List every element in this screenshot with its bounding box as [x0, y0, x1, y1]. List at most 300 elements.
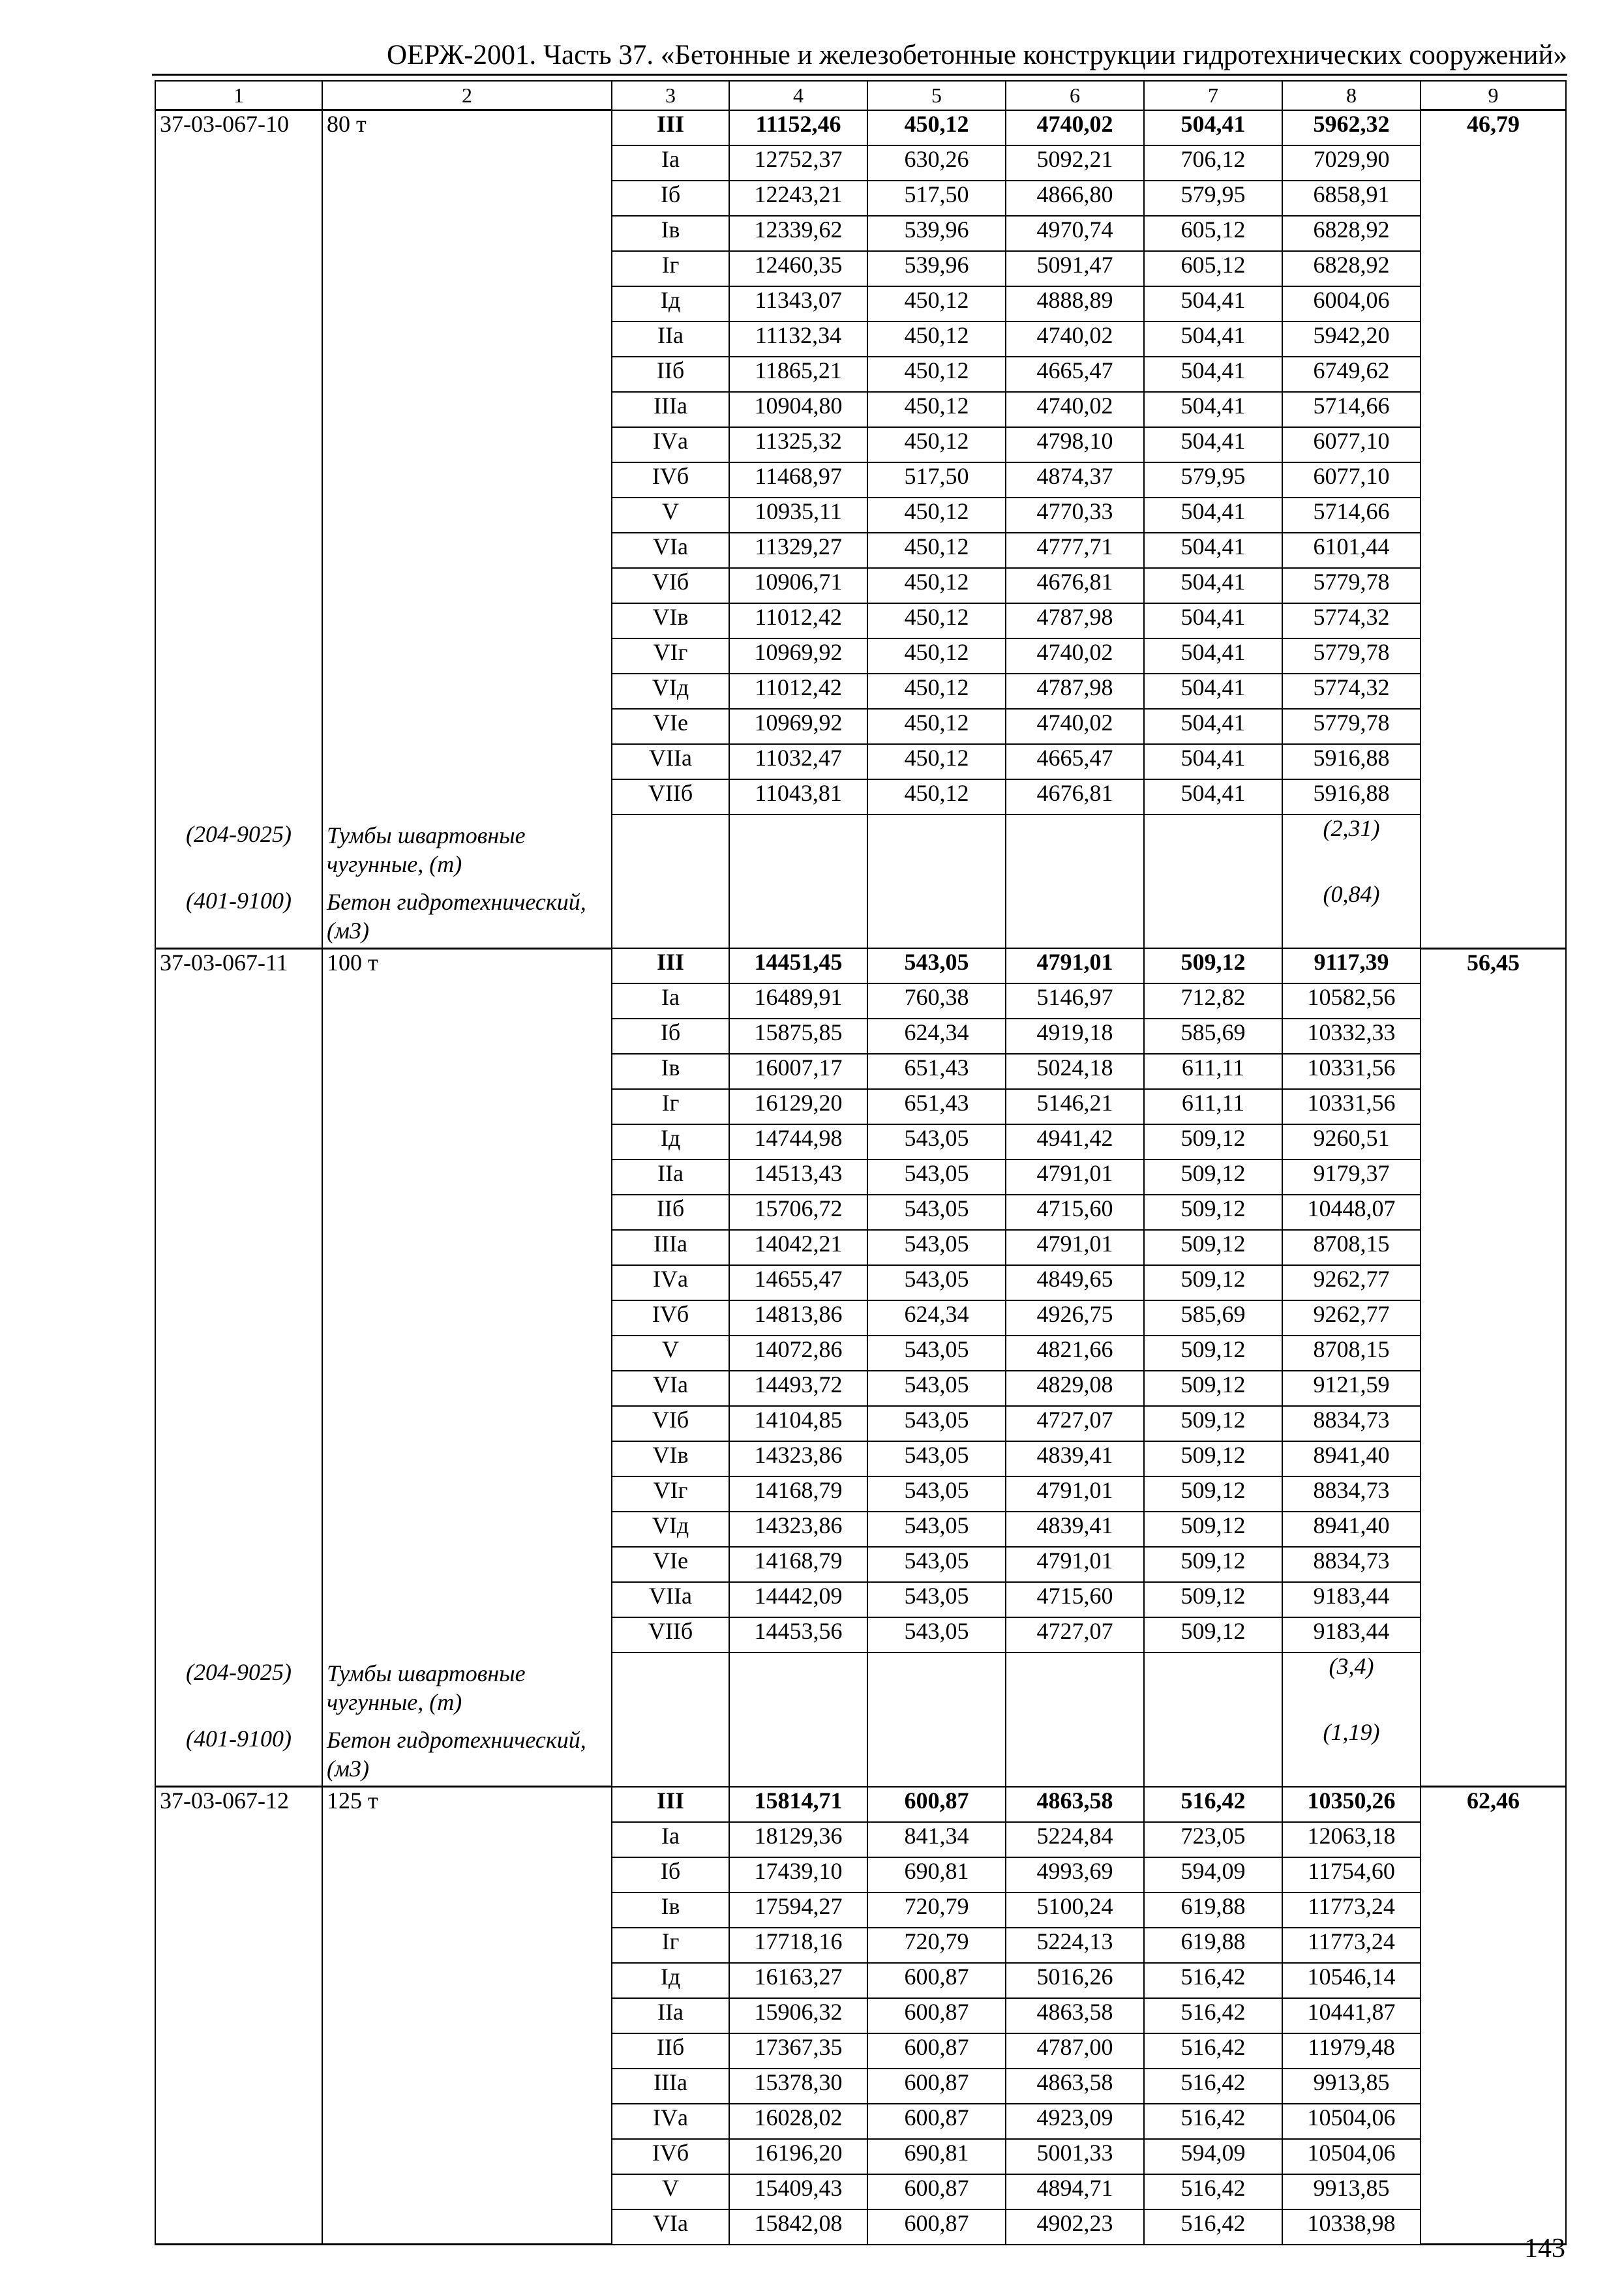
col-4-value: 11012,42 [729, 603, 867, 638]
empty-cell [155, 498, 322, 533]
resource-name: Бетон гидротехнический, (м3) [322, 1719, 612, 1787]
col-8-value: 6828,92 [1282, 216, 1421, 251]
empty-cell [1421, 2139, 1566, 2174]
col-7-value: 509,12 [1144, 1371, 1282, 1406]
col-8-value: 10582,56 [1282, 983, 1421, 1019]
col-4-value: 15409,43 [729, 2174, 867, 2209]
col-6-value: 4863,58 [1006, 1787, 1144, 1822]
empty-cell [1421, 2033, 1566, 2069]
col-5-value: 543,05 [867, 948, 1006, 983]
empty-cell [1006, 815, 1144, 881]
region-zone: VIа [612, 1371, 729, 1406]
col-7-value: 509,12 [1144, 1336, 1282, 1371]
col-6-value: 5146,97 [1006, 983, 1144, 1019]
region-zone: IIа [612, 1998, 729, 2033]
table-row [155, 2104, 1566, 2139]
col-8-value: 6749,62 [1282, 357, 1421, 392]
col-7-value: 611,11 [1144, 1089, 1282, 1124]
empty-cell [322, 251, 612, 286]
col-8-value: 6858,91 [1282, 181, 1421, 216]
empty-cell [155, 2104, 322, 2139]
col-6-value: 4919,18 [1006, 1019, 1144, 1054]
col-6-value: 4821,66 [1006, 1336, 1144, 1371]
region-zone: VIв [612, 1441, 729, 1476]
resource-row [155, 1719, 1566, 1787]
col-8-value: 8941,40 [1282, 1512, 1421, 1547]
rates-table [155, 80, 1567, 2245]
table-row [155, 1998, 1566, 2033]
region-zone: Iд [612, 286, 729, 322]
empty-cell [1421, 1054, 1566, 1089]
col-5-value: 543,05 [867, 1336, 1006, 1371]
table-row [155, 1441, 1566, 1476]
col-6-value: 4787,00 [1006, 2033, 1144, 2069]
empty-cell [1421, 357, 1566, 392]
empty-cell [1421, 1547, 1566, 1582]
col-7-value: 504,41 [1144, 392, 1282, 427]
empty-cell [867, 815, 1006, 881]
empty-cell [322, 1124, 612, 1159]
empty-cell [322, 462, 612, 498]
col-4-value: 11865,21 [729, 357, 867, 392]
empty-cell [322, 1617, 612, 1653]
col-8-value: 5774,32 [1282, 674, 1421, 709]
col-7-value: 504,41 [1144, 322, 1282, 357]
col-7-value: 509,12 [1144, 1406, 1282, 1441]
col-7-value: 605,12 [1144, 251, 1282, 286]
col-6-value: 4791,01 [1006, 1547, 1144, 1582]
col-7-value: 504,41 [1144, 779, 1282, 815]
table-row [155, 1159, 1566, 1195]
empty-cell [155, 744, 322, 779]
empty-cell [1144, 1653, 1282, 1719]
col-4-value: 11043,81 [729, 779, 867, 815]
empty-cell [155, 357, 322, 392]
empty-cell [155, 1857, 322, 1893]
col-7-value: 504,41 [1144, 498, 1282, 533]
empty-cell [155, 181, 322, 216]
empty-cell [1421, 1893, 1566, 1928]
col-6-value: 4866,80 [1006, 181, 1144, 216]
table-row [155, 674, 1566, 709]
col-6-value: 4787,98 [1006, 603, 1144, 638]
empty-cell [1421, 1019, 1566, 1054]
empty-cell [1421, 1265, 1566, 1300]
empty-cell [155, 2209, 322, 2245]
col-5-value: 630,26 [867, 145, 1006, 181]
col-7-value: 619,88 [1144, 1928, 1282, 1963]
empty-cell [322, 1019, 612, 1054]
table-row [155, 603, 1566, 638]
region-zone: V [612, 2174, 729, 2209]
region-zone: IIб [612, 357, 729, 392]
col-8-value: 5916,88 [1282, 779, 1421, 815]
empty-cell [1421, 1230, 1566, 1265]
empty-cell [155, 603, 322, 638]
col-6-value: 4676,81 [1006, 568, 1144, 603]
empty-cell [322, 2069, 612, 2104]
empty-cell [155, 1582, 322, 1617]
region-zone: VIе [612, 1547, 729, 1582]
col-7-value: 504,41 [1144, 533, 1282, 568]
empty-cell [155, 1089, 322, 1124]
col-6-value: 4970,74 [1006, 216, 1144, 251]
col-4-value: 14493,72 [729, 1371, 867, 1406]
col-6-value: 5016,26 [1006, 1963, 1144, 1998]
col-4-value: 15875,85 [729, 1019, 867, 1054]
empty-cell [1421, 1476, 1566, 1512]
col-7-value: 619,88 [1144, 1893, 1282, 1928]
col-6-value: 4863,58 [1006, 2069, 1144, 2104]
col-6-value: 4894,71 [1006, 2174, 1144, 2209]
col-5-value: 450,12 [867, 709, 1006, 744]
column-number: 7 [1144, 81, 1282, 110]
col-9-value: 46,79 [1421, 110, 1566, 145]
col-8-value: 8834,73 [1282, 1406, 1421, 1441]
empty-cell [322, 1159, 612, 1195]
column-number: 5 [867, 81, 1006, 110]
empty-cell [1421, 1336, 1566, 1371]
region-zone: Iб [612, 1857, 729, 1893]
empty-cell [155, 1054, 322, 1089]
region-zone: Iв [612, 216, 729, 251]
col-4-value: 11468,97 [729, 462, 867, 498]
empty-cell [155, 1441, 322, 1476]
col-5-value: 543,05 [867, 1406, 1006, 1441]
empty-cell [1006, 1653, 1144, 1719]
col-5-value: 600,87 [867, 1998, 1006, 2033]
empty-cell [1421, 815, 1566, 881]
col-4-value: 17367,35 [729, 2033, 867, 2069]
col-8-value: 9183,44 [1282, 1617, 1421, 1653]
region-zone: Iа [612, 983, 729, 1019]
empty-cell [322, 216, 612, 251]
col-4-value: 18129,36 [729, 1822, 867, 1857]
rate-name: 80 т [322, 110, 612, 145]
empty-cell [322, 638, 612, 674]
col-4-value: 15814,71 [729, 1787, 867, 1822]
col-6-value: 4798,10 [1006, 427, 1144, 462]
column-number: 3 [612, 81, 729, 110]
region-zone: IIа [612, 1159, 729, 1195]
empty-cell [155, 1371, 322, 1406]
table-row [155, 1582, 1566, 1617]
col-4-value: 14451,45 [729, 948, 867, 983]
col-8-value: 8708,15 [1282, 1336, 1421, 1371]
empty-cell [1421, 498, 1566, 533]
empty-cell [322, 1963, 612, 1998]
col-6-value: 5024,18 [1006, 1054, 1144, 1089]
table-row [155, 744, 1566, 779]
col-8-value: 8708,15 [1282, 1230, 1421, 1265]
col-6-value: 4665,47 [1006, 357, 1144, 392]
col-8-value: 8941,40 [1282, 1441, 1421, 1476]
empty-cell [612, 1719, 729, 1787]
empty-cell [322, 568, 612, 603]
table-row [155, 286, 1566, 322]
col-7-value: 504,41 [1144, 568, 1282, 603]
col-5-value: 600,87 [867, 2069, 1006, 2104]
col-5-value: 450,12 [867, 427, 1006, 462]
table-row [155, 1230, 1566, 1265]
col-6-value: 5091,47 [1006, 251, 1144, 286]
col-5-value: 760,38 [867, 983, 1006, 1019]
table-row [155, 1547, 1566, 1582]
col-7-value: 516,42 [1144, 2069, 1282, 2104]
empty-cell [155, 2033, 322, 2069]
col-5-value: 450,12 [867, 322, 1006, 357]
resource-name: Тумбы швартовные чугунные, (т) [322, 1653, 612, 1719]
table-row [155, 1371, 1566, 1406]
col-8-value: 9913,85 [1282, 2174, 1421, 2209]
resource-name: Тумбы швартовные чугунные, (т) [322, 815, 612, 881]
col-6-value: 4727,07 [1006, 1406, 1144, 1441]
col-5-value: 517,50 [867, 181, 1006, 216]
empty-cell [155, 1822, 322, 1857]
col-5-value: 651,43 [867, 1089, 1006, 1124]
empty-cell [612, 881, 729, 949]
col-8-value: 6004,06 [1282, 286, 1421, 322]
col-5-value: 600,87 [867, 2033, 1006, 2069]
col-6-value: 4791,01 [1006, 1159, 1144, 1195]
col-5-value: 690,81 [867, 2139, 1006, 2174]
col-7-value: 504,41 [1144, 427, 1282, 462]
empty-cell [322, 709, 612, 744]
col-7-value: 723,05 [1144, 1822, 1282, 1857]
empty-cell [322, 779, 612, 815]
col-4-value: 14323,86 [729, 1441, 867, 1476]
col-7-value: 712,82 [1144, 983, 1282, 1019]
empty-cell [1006, 881, 1144, 949]
empty-cell [322, 357, 612, 392]
col-6-value: 4902,23 [1006, 2209, 1144, 2245]
empty-cell [322, 674, 612, 709]
col-6-value: 4888,89 [1006, 286, 1144, 322]
empty-cell [1006, 1719, 1144, 1787]
col-5-value: 450,12 [867, 638, 1006, 674]
empty-cell [155, 2174, 322, 2209]
col-6-value: 5224,84 [1006, 1822, 1144, 1857]
col-5-value: 543,05 [867, 1124, 1006, 1159]
empty-cell [155, 1406, 322, 1441]
col-5-value: 517,50 [867, 462, 1006, 498]
empty-cell [322, 1441, 612, 1476]
empty-cell [155, 216, 322, 251]
empty-cell [1421, 1822, 1566, 1857]
empty-cell [729, 1653, 867, 1719]
region-zone: V [612, 1336, 729, 1371]
col-4-value: 14323,86 [729, 1512, 867, 1547]
col-8-value: 9913,85 [1282, 2069, 1421, 2104]
empty-cell [867, 1653, 1006, 1719]
empty-cell [1421, 2069, 1566, 2104]
col-8-value: 8834,73 [1282, 1476, 1421, 1512]
col-4-value: 16163,27 [729, 1963, 867, 1998]
col-8-value: 6077,10 [1282, 427, 1421, 462]
col-4-value: 11132,34 [729, 322, 867, 357]
empty-cell [1421, 2174, 1566, 2209]
col-5-value: 624,34 [867, 1019, 1006, 1054]
col-8-value: 11773,24 [1282, 1928, 1421, 1963]
col-8-value: 10332,33 [1282, 1019, 1421, 1054]
col-7-value: 509,12 [1144, 1582, 1282, 1617]
region-zone: VIг [612, 638, 729, 674]
region-zone: VIб [612, 568, 729, 603]
col-8-value: 5714,66 [1282, 498, 1421, 533]
col-6-value: 4777,71 [1006, 533, 1144, 568]
col-4-value: 14072,86 [729, 1336, 867, 1371]
empty-cell [322, 2209, 612, 2245]
rate-code: 37-03-067-10 [155, 110, 322, 145]
empty-cell [155, 145, 322, 181]
col-4-value: 15378,30 [729, 2069, 867, 2104]
col-5-value: 543,05 [867, 1159, 1006, 1195]
col-4-value: 17439,10 [729, 1857, 867, 1893]
region-zone: IVа [612, 427, 729, 462]
col-4-value: 16007,17 [729, 1054, 867, 1089]
table-row [155, 1265, 1566, 1300]
col-6-value: 5001,33 [1006, 2139, 1144, 2174]
region-zone: Iа [612, 145, 729, 181]
region-zone: IIб [612, 1195, 729, 1230]
empty-cell [1421, 322, 1566, 357]
empty-cell [1421, 251, 1566, 286]
table-row [155, 1019, 1566, 1054]
col-4-value: 14513,43 [729, 1159, 867, 1195]
empty-cell [1421, 1582, 1566, 1617]
col-8-value: 5962,32 [1282, 110, 1421, 145]
empty-cell [322, 1195, 612, 1230]
empty-cell [612, 1653, 729, 1719]
col-6-value: 4740,02 [1006, 110, 1144, 145]
empty-cell [322, 427, 612, 462]
empty-cell [155, 983, 322, 1019]
empty-cell [155, 322, 322, 357]
col-7-value: 509,12 [1144, 1476, 1282, 1512]
empty-cell [1421, 1617, 1566, 1653]
col-6-value: 4791,01 [1006, 948, 1144, 983]
col-7-value: 504,41 [1144, 603, 1282, 638]
region-zone: Iг [612, 1089, 729, 1124]
empty-cell [155, 674, 322, 709]
table-row [155, 2209, 1566, 2245]
region-zone: VIв [612, 603, 729, 638]
col-8-value: 10546,14 [1282, 1963, 1421, 1998]
col-4-value: 12243,21 [729, 181, 867, 216]
col-6-value: 4727,07 [1006, 1617, 1144, 1653]
col-8-value: 9117,39 [1282, 948, 1421, 983]
region-zone: VIе [612, 709, 729, 744]
empty-cell [1421, 216, 1566, 251]
empty-cell [155, 568, 322, 603]
col-5-value: 600,87 [867, 2209, 1006, 2245]
col-5-value: 450,12 [867, 568, 1006, 603]
col-8-value: 5916,88 [1282, 744, 1421, 779]
col-8-value: 5779,78 [1282, 638, 1421, 674]
col-4-value: 10969,92 [729, 709, 867, 744]
empty-cell [155, 1159, 322, 1195]
col-6-value: 4839,41 [1006, 1512, 1144, 1547]
col-8-value: 9260,51 [1282, 1124, 1421, 1159]
table-row [155, 709, 1566, 744]
empty-cell [322, 1265, 612, 1300]
col-5-value: 543,05 [867, 1512, 1006, 1547]
col-5-value: 450,12 [867, 779, 1006, 815]
resource-row [155, 881, 1566, 949]
region-zone: Iд [612, 1124, 729, 1159]
column-number: 8 [1282, 81, 1421, 110]
table-row [155, 533, 1566, 568]
resource-code: (401-9100) [155, 881, 322, 949]
region-zone: Iв [612, 1893, 729, 1928]
col-8-value: 6828,92 [1282, 251, 1421, 286]
col-8-value: 8834,73 [1282, 1547, 1421, 1582]
col-8-value: 9179,37 [1282, 1159, 1421, 1195]
empty-cell [155, 1300, 322, 1336]
col-7-value: 509,12 [1144, 1159, 1282, 1195]
col-5-value: 543,05 [867, 1547, 1006, 1582]
empty-cell [1421, 533, 1566, 568]
empty-cell [1421, 2104, 1566, 2139]
table-row [155, 357, 1566, 392]
empty-cell [322, 1893, 612, 1928]
table-row [155, 638, 1566, 674]
col-4-value: 11329,27 [729, 533, 867, 568]
region-zone: IIIа [612, 392, 729, 427]
empty-cell [322, 2174, 612, 2209]
empty-cell [322, 1998, 612, 2033]
empty-cell [155, 251, 322, 286]
empty-cell [155, 2069, 322, 2104]
table-row [155, 2069, 1566, 2104]
table-row [155, 427, 1566, 462]
empty-cell [155, 392, 322, 427]
empty-cell [155, 1963, 322, 1998]
rate-name: 100 т [322, 948, 612, 983]
table-row [155, 1124, 1566, 1159]
empty-cell [1421, 286, 1566, 322]
col-4-value: 11012,42 [729, 674, 867, 709]
col-7-value: 504,41 [1144, 357, 1282, 392]
empty-cell [1421, 145, 1566, 181]
col-8-value: 10448,07 [1282, 1195, 1421, 1230]
empty-cell [155, 2139, 322, 2174]
empty-cell [1421, 881, 1566, 949]
empty-cell [1421, 427, 1566, 462]
empty-cell [1421, 983, 1566, 1019]
region-zone: Iг [612, 251, 729, 286]
empty-cell [1421, 392, 1566, 427]
empty-cell [322, 1089, 612, 1124]
col-7-value: 516,42 [1144, 1998, 1282, 2033]
col-5-value: 450,12 [867, 286, 1006, 322]
col-9-value: 56,45 [1421, 948, 1566, 983]
col-5-value: 450,12 [867, 110, 1006, 145]
empty-cell [867, 1719, 1006, 1787]
col-7-value: 509,12 [1144, 1230, 1282, 1265]
table-row [155, 1617, 1566, 1653]
col-6-value: 5146,21 [1006, 1089, 1144, 1124]
empty-cell [155, 1265, 322, 1300]
empty-cell [1421, 1857, 1566, 1893]
region-zone: Iб [612, 1019, 729, 1054]
col-4-value: 14813,86 [729, 1300, 867, 1336]
region-zone: VIа [612, 533, 729, 568]
empty-cell [867, 881, 1006, 949]
col-7-value: 509,12 [1144, 1265, 1282, 1300]
col-5-value: 543,05 [867, 1617, 1006, 1653]
col-7-value: 516,42 [1144, 2033, 1282, 2069]
